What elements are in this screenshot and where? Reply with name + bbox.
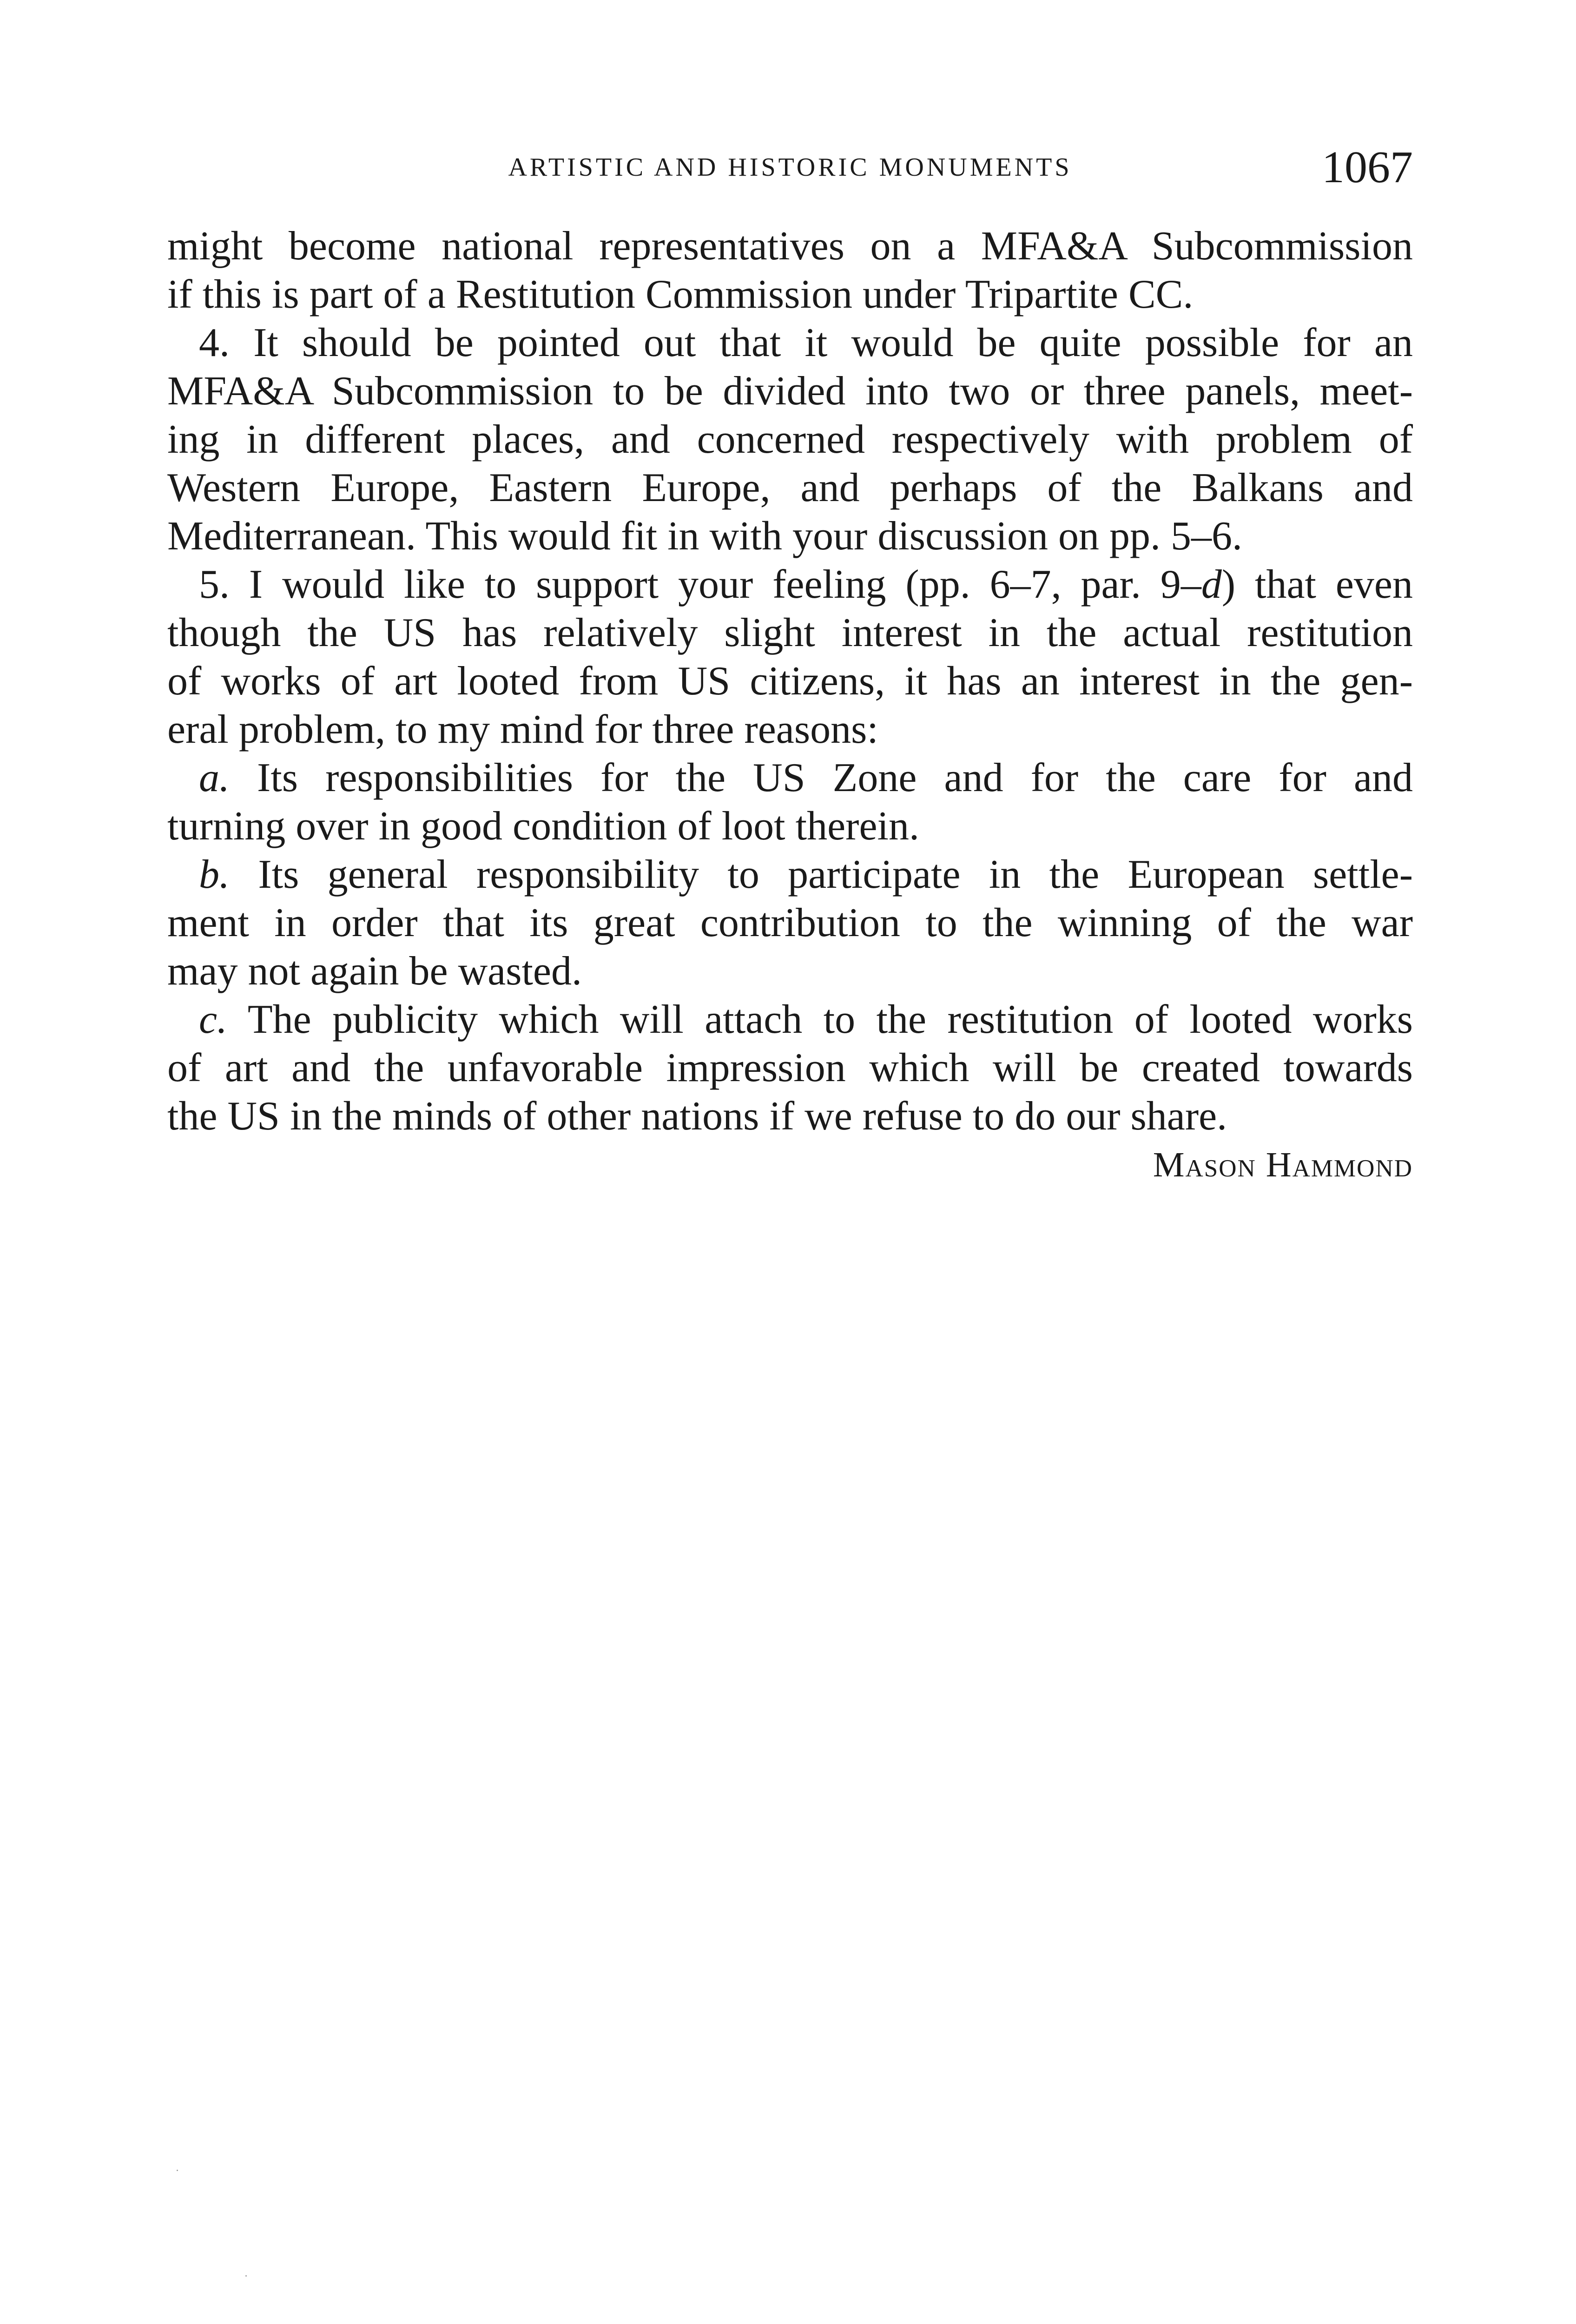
item-a-label: a.	[199, 755, 230, 800]
text-line: though the US has relatively slight interest in the actual restitution	[167, 610, 1413, 655]
text-line: of works of art looted from US citizens, it has an interest in the gen-	[167, 659, 1413, 704]
text-span: 5. I would like to support your feeling (pp. 6–7, par. 9–	[199, 562, 1201, 607]
body-text	[167, 222, 1413, 1189]
paragraph-4-line: 4. It should be pointed out that it would be quite possible for an	[199, 320, 1413, 365]
text-line: of art and the unfavorable impression which will be created towards	[167, 1045, 1413, 1090]
text-line: if this is part of a Restitution Commission under Tripartite CC.	[167, 272, 1194, 317]
item-c-label: c.	[199, 997, 228, 1042]
signature: Mason Hammond	[1153, 1145, 1413, 1184]
item-a-line	[167, 754, 1413, 802]
text-line: might become national representatives on a MFA&A Subcommission	[167, 224, 1413, 269]
text-line: ment in order that its great contribution to the winning of the war	[167, 900, 1413, 945]
text-line: turning over in good condition of loot therein.	[167, 804, 919, 849]
text-span: Its general responsibility to participate in the European settle-	[258, 852, 1413, 897]
text-line: ing in different places, and concerned respectively with problem of	[167, 417, 1413, 462]
paragraph-5-line	[167, 561, 1413, 609]
text-line: Western Europe, Eastern Europe, and perhaps of the Balkans and	[167, 465, 1413, 510]
page-number: 1067	[1322, 142, 1413, 192]
scan-speck	[177, 2170, 178, 2171]
text-line: may not again be wasted.	[167, 949, 582, 994]
text-span: The publicity which will attach to the restitution of looted works	[247, 997, 1413, 1042]
item-b-line	[167, 851, 1413, 899]
text-span: ) that even	[1221, 562, 1413, 607]
scan-speck	[245, 2275, 247, 2277]
text-line: eral problem, to my mind for three reasons:	[167, 707, 878, 752]
par-ref-letter: d	[1201, 562, 1222, 607]
text-line: the US in the minds of other nations if we refuse to do our share.	[167, 1094, 1227, 1139]
running-head	[167, 139, 1413, 195]
running-title: ARTISTIC AND HISTORIC MONUMENTS	[508, 153, 1072, 182]
item-c-line	[167, 996, 1413, 1044]
text-span: Its responsibilities for the US Zone and for the care for and	[257, 755, 1413, 800]
text-line: MFA&A Subcommission to be divided into two or three panels, meet-	[167, 369, 1413, 414]
item-b-label: b.	[199, 852, 230, 897]
text-line: Mediterranean. This would fit in with your discussion on pp. 5–6.	[167, 514, 1243, 559]
